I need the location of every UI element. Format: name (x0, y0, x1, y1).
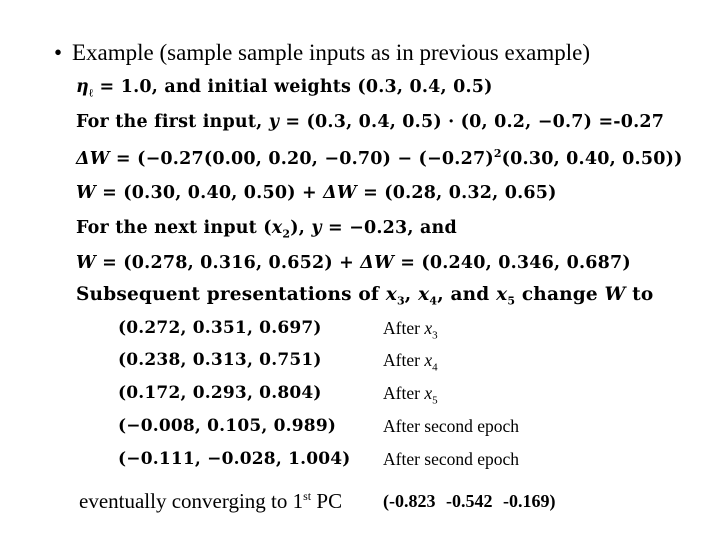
convergence-text-b: PC (311, 489, 343, 513)
step-label-sub: 5 (432, 394, 438, 407)
step-label-text: After (383, 350, 425, 370)
weight-vector: (−0.111, −0.028, 1.004) (118, 449, 351, 469)
w-next-symbol: W (76, 253, 96, 273)
delta-w-line (76, 147, 683, 169)
step-label-text: After second epoch (383, 416, 520, 436)
subsequent-end: to (625, 284, 654, 305)
first-input-line (76, 112, 664, 132)
subsequent-mid: change (515, 284, 605, 305)
delta-w-rhs-b: (0.30, 0.40, 0.50)) (501, 148, 683, 169)
convergence-text-a: eventually converging to 1 (79, 489, 304, 513)
next-input-y: y (311, 218, 322, 238)
first-input-equation: = (0.3, 0.4, 0.5) · (0, 0.2, −0.7) =-0.27 (279, 112, 665, 132)
bullet-heading (54, 40, 590, 66)
convergence-text (79, 489, 342, 514)
w-next-rhs-b: = (0.240, 0.346, 0.687) (393, 253, 631, 273)
subsequent-x4: x (418, 284, 430, 305)
step-label-sub: 3 (432, 329, 438, 342)
subsequent-x5: x (496, 284, 508, 305)
w-next-delta: ΔW (360, 253, 394, 273)
first-input-y: y (268, 112, 280, 132)
w-update-line (76, 183, 557, 203)
delta-w-rhs-a: = (−0.27(0.00, 0.20, −0.70) − (−0.27) (109, 148, 494, 169)
w-update-delta: ΔW (323, 183, 357, 203)
weight-vector: (0.272, 0.351, 0.697) (118, 318, 322, 338)
step-label (383, 350, 438, 374)
weight-vector: (0.238, 0.313, 0.751) (118, 350, 322, 370)
w-next-rhs-a: = (0.278, 0.316, 0.652) + (95, 253, 361, 273)
weight-vector: (0.172, 0.293, 0.804) (118, 383, 322, 403)
subsequent-line (76, 284, 653, 308)
convergence-sup: st (303, 489, 312, 503)
step-label (383, 416, 519, 437)
next-input-line (76, 218, 457, 241)
bullet-text: Example (sample sample inputs as in previous example) (72, 40, 591, 65)
subsequent-sub3: 5 (507, 294, 516, 308)
subsequent-sub1: 3 (396, 294, 405, 308)
eta-symbol: η (76, 77, 89, 97)
step-label-text: After (383, 318, 425, 338)
subsequent-sep2: , and (437, 284, 497, 305)
convergence-value: (-0.823 -0.542 -0.169) (383, 491, 556, 511)
step-label-var: x (424, 318, 433, 338)
delta-w-symbol: ΔW (76, 148, 110, 169)
next-input-sub: 2 (282, 227, 291, 241)
delta-w-power: 2 (493, 147, 502, 160)
next-input-rest: = −0.23, and (321, 218, 457, 238)
next-input-mid: ), (290, 218, 312, 238)
weight-vector: (−0.008, 0.105, 0.989) (118, 416, 337, 436)
subsequent-sub2: 4 (429, 294, 438, 308)
w-next-line (76, 253, 631, 273)
eta-subscript: ℓ (88, 86, 94, 100)
bullet-symbol: • (54, 40, 63, 65)
rate-text: = 1.0, and initial weights (0.3, 0.4, 0.5) (93, 77, 493, 97)
w-symbol: W (76, 183, 96, 203)
next-input-prefix: For the next input ( (76, 218, 272, 238)
step-label-text: After (383, 383, 425, 403)
w-update-rhs-a: = (0.30, 0.40, 0.50) + (95, 183, 324, 203)
step-label-var: x (424, 383, 433, 403)
step-label (383, 318, 438, 342)
w-update-rhs-b: = (0.28, 0.32, 0.65) (356, 183, 557, 203)
subsequent-x3: x (385, 284, 397, 305)
next-input-x: x (271, 218, 283, 238)
step-label-var: x (424, 350, 433, 370)
subsequent-prefix: Subsequent presentations of (76, 284, 386, 305)
step-label-sub: 4 (432, 361, 438, 374)
learning-rate-line (76, 77, 493, 100)
step-label (383, 383, 438, 407)
subsequent-w: W (604, 284, 626, 305)
first-input-prefix: For the first input, (76, 112, 269, 132)
step-label (383, 449, 519, 470)
subsequent-sep1: , (404, 284, 419, 305)
step-label-text: After second epoch (383, 449, 520, 469)
